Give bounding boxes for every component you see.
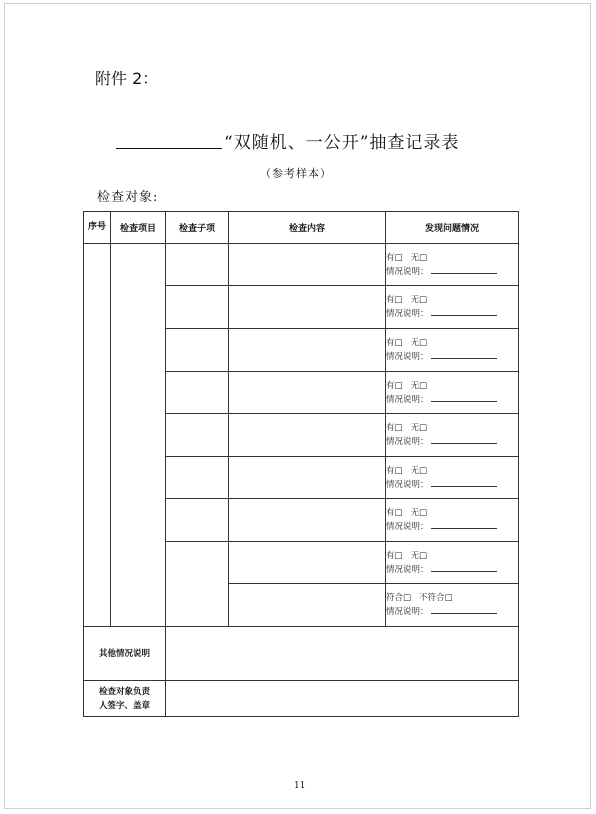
no-checkbox[interactable]: 无□ — [410, 338, 428, 348]
note-label: 情况说明： — [386, 479, 429, 490]
findings-cell — [386, 457, 519, 499]
content-cell[interactable] — [229, 499, 386, 542]
no-checkbox[interactable]: 无□ — [410, 252, 428, 263]
findings-cell — [386, 286, 519, 329]
no-checkbox[interactable]: 无□ — [410, 423, 428, 433]
no-checkbox[interactable]: 无□ — [410, 465, 428, 476]
other-notes-field[interactable] — [166, 627, 519, 681]
signature-field[interactable] — [166, 681, 519, 717]
column-header-content: 检查内容 — [229, 212, 386, 244]
title-blank-line[interactable] — [116, 148, 222, 149]
content-cell[interactable] — [229, 542, 386, 584]
note-blank-line[interactable] — [431, 306, 497, 316]
column-header-seq: 序号 — [84, 212, 111, 244]
note-blank-line[interactable] — [431, 392, 497, 402]
note-blank-line[interactable] — [431, 434, 497, 444]
note-blank-line[interactable] — [431, 604, 497, 614]
yes-checkbox[interactable]: 有□ — [386, 423, 403, 433]
note-label: 情况说明： — [386, 394, 429, 405]
inspection-target-label: 检查对象: — [97, 190, 159, 205]
other-notes-label: 其他情况说明 — [84, 627, 166, 681]
subitem-cell[interactable] — [166, 372, 229, 414]
inspection-record-table — [83, 211, 519, 717]
yes-checkbox[interactable]: 有□ — [386, 508, 403, 518]
no-checkbox[interactable]: 无□ — [410, 508, 428, 518]
yes-checkbox[interactable]: 有□ — [386, 295, 403, 305]
signature-label-line1: 检查对象负责 — [98, 686, 150, 697]
findings-cell — [386, 414, 519, 457]
yes-checkbox[interactable]: 有□ — [386, 252, 403, 263]
subitem-cell[interactable] — [166, 457, 229, 499]
findings-cell — [386, 329, 519, 372]
note-blank-line[interactable] — [431, 562, 497, 572]
subitem-cell[interactable] — [166, 329, 229, 372]
content-cell[interactable] — [229, 457, 386, 499]
subitem-cell[interactable] — [166, 542, 229, 627]
comply-checkbox[interactable]: 符合□ — [386, 593, 412, 603]
findings-cell — [386, 372, 519, 414]
content-cell[interactable] — [229, 244, 386, 286]
subitem-cell[interactable] — [166, 286, 229, 329]
note-blank-line[interactable] — [431, 264, 497, 274]
note-blank-line[interactable] — [431, 477, 497, 487]
content-cell[interactable] — [229, 286, 386, 329]
yes-checkbox[interactable]: 有□ — [386, 550, 403, 561]
note-label: 情况说明： — [386, 266, 429, 277]
note-label: 情况说明： — [386, 522, 429, 532]
findings-cell — [386, 542, 519, 584]
content-cell[interactable] — [229, 329, 386, 372]
signature-row — [84, 681, 519, 717]
not-comply-checkbox[interactable]: 不符合□ — [419, 593, 453, 603]
note-label: 情况说明： — [386, 564, 429, 575]
no-checkbox[interactable]: 无□ — [410, 380, 428, 391]
note-blank-line[interactable] — [431, 519, 497, 529]
findings-cell — [386, 584, 519, 627]
document-title: “双随机、一公开”抽查记录表 — [224, 133, 460, 153]
content-cell[interactable] — [229, 584, 386, 627]
item-cell[interactable] — [111, 244, 166, 627]
findings-cell — [386, 499, 519, 542]
note-blank-line[interactable] — [431, 349, 497, 359]
other-notes-row — [84, 627, 519, 681]
note-label: 情况说明： — [386, 352, 429, 362]
content-cell[interactable] — [229, 372, 386, 414]
yes-checkbox[interactable]: 有□ — [386, 380, 403, 391]
column-header-findings: 发现问题情况 — [386, 212, 519, 244]
yes-checkbox[interactable]: 有□ — [386, 465, 403, 476]
content-cell[interactable] — [229, 414, 386, 457]
signature-label — [84, 681, 166, 717]
note-label: 情况说明： — [386, 607, 429, 617]
no-checkbox[interactable]: 无□ — [410, 550, 428, 561]
subitem-cell[interactable] — [166, 244, 229, 286]
table-header-row — [84, 212, 519, 244]
signature-label-line2: 人签字、盖章 — [98, 700, 150, 711]
page-number: 11 — [294, 781, 306, 791]
column-header-item: 检查项目 — [111, 212, 166, 244]
yes-checkbox[interactable]: 有□ — [386, 338, 403, 348]
document-subtitle: （参考样本） — [260, 167, 332, 180]
note-label: 情况说明： — [386, 309, 429, 319]
note-label: 情况说明： — [386, 437, 429, 447]
findings-cell — [386, 244, 519, 286]
attachment-label: 附件 2： — [95, 69, 159, 88]
no-checkbox[interactable]: 无□ — [410, 295, 428, 305]
table-row — [84, 244, 519, 286]
subitem-cell[interactable] — [166, 499, 229, 542]
subitem-cell[interactable] — [166, 414, 229, 457]
seq-cell[interactable] — [84, 244, 111, 627]
column-header-subitem: 检查子项 — [166, 212, 229, 244]
